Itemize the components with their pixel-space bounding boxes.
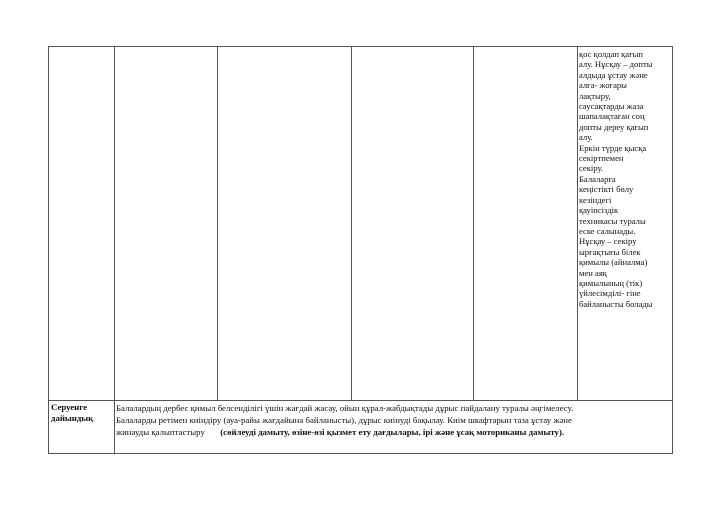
- row-line-3-plain: жинауды қалыптастыру: [116, 427, 221, 437]
- last-column-line: алдыда ұстау және: [579, 69, 648, 80]
- last-column-line: алға- жоғары: [579, 80, 627, 91]
- row-content: [116, 402, 676, 438]
- last-column-line: шапалақтаған соң: [579, 111, 645, 122]
- last-column-line: алу.: [579, 132, 593, 143]
- column-divider-5: [577, 46, 578, 401]
- last-column-line: саусақтарды жаза: [579, 101, 644, 112]
- last-column-line: қауіпсіздік: [579, 205, 619, 216]
- table-row-divider: [48, 400, 672, 401]
- row-line-3: [116, 426, 676, 438]
- last-column-line: үйлесімділі- гіне: [579, 288, 641, 299]
- last-column-line: қимылы (айналма): [579, 257, 648, 268]
- last-column-line: мен аяқ: [579, 267, 607, 278]
- table-right-border: [672, 46, 673, 454]
- last-column-line: допты дереу қағып: [579, 121, 649, 132]
- table-top-border: [48, 46, 672, 47]
- last-column-line: секіру.: [579, 163, 604, 174]
- table-bottom-border: [48, 453, 672, 454]
- column-divider-3: [351, 46, 352, 401]
- last-column-line: лақтыру,: [579, 90, 611, 101]
- last-column-line: кезіндегі: [579, 194, 612, 205]
- last-column-line: Нұсқау – секіру: [579, 236, 637, 247]
- row-label: Серуенге дайындық: [51, 402, 94, 423]
- column-divider-2: [217, 46, 218, 401]
- last-column-line: Балаларға: [579, 173, 616, 184]
- last-column-line: қос қолдап қағып: [579, 49, 644, 59]
- row-line-1: Балалардың дербес қимыл белсенділігі үшін жағдай жасау, ойын құрал-жабдықтады дұрыс пайдалану туралы әңгімелесу.: [116, 403, 574, 413]
- column-divider-4: [473, 46, 474, 401]
- last-column-line: секіртпемен: [579, 153, 624, 164]
- last-column-line: алу. Нұсқау – допты: [579, 59, 653, 70]
- last-column-line: байланысты болады: [579, 298, 653, 309]
- last-column-cell: [579, 49, 671, 309]
- last-column-line: ырғақтығы білек: [579, 246, 641, 257]
- last-column-line: кеңістікті бөлу: [579, 184, 634, 195]
- table-left-border: [48, 46, 49, 454]
- last-column-line: қимылының (тік): [579, 277, 643, 288]
- row-line-3-end: .: [561, 427, 565, 437]
- last-column-line: Еркін түрде қысқа: [579, 142, 647, 153]
- last-column-line: еске салынады.: [579, 225, 636, 236]
- last-column-line: техникасы туралы: [579, 215, 646, 226]
- column-divider-1: [114, 46, 115, 454]
- row-line-2: Балаларды ретімен киіндіру (ауа-райы жағдайына байланысты), дұрыс киінуді бақылау. Киім шкафтарын таза ұстау және: [116, 415, 572, 425]
- row-line-3-bold: (сөйлеуді дамыту, өзіне-өзі қызмет ету дағдылары, ірі және ұсақ моториканы дамыту): [220, 427, 562, 437]
